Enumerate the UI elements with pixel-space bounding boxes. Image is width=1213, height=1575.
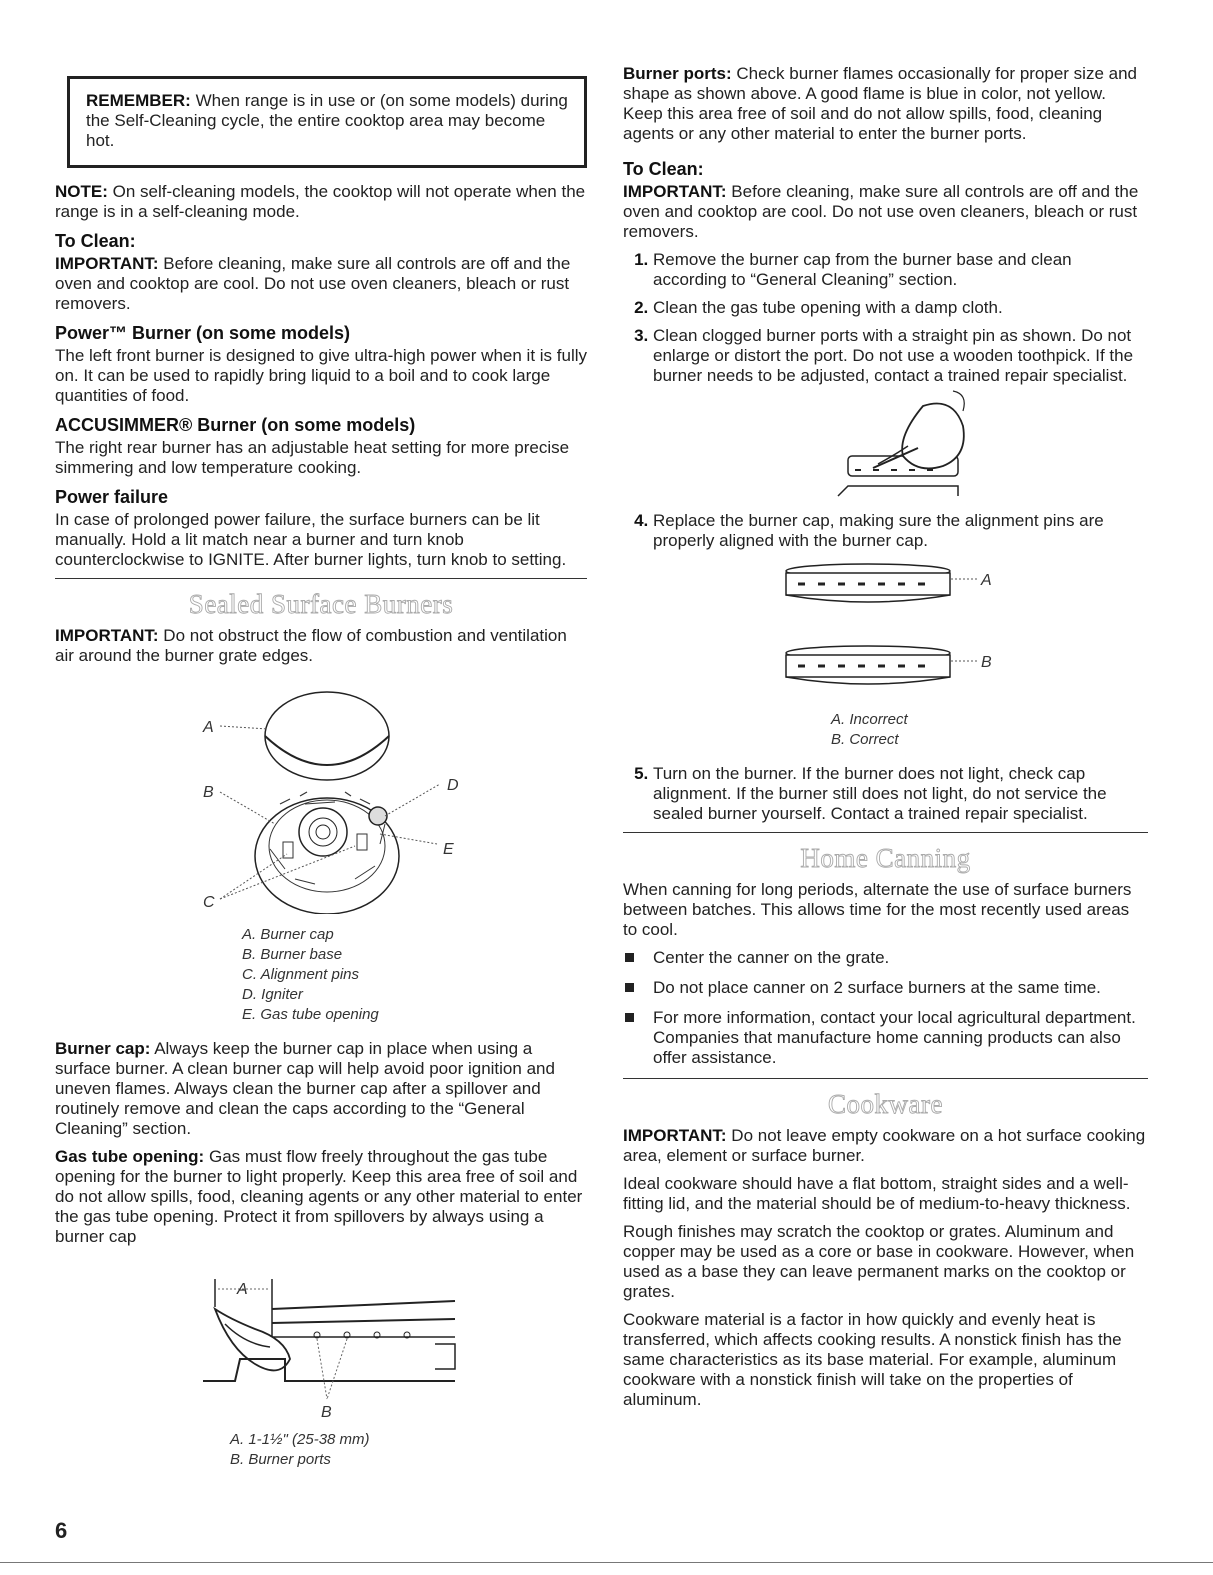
caption-incorrect: A. Incorrect [831, 711, 908, 728]
power-burner-text: The left front burner is designed to give ultra-high power when it is fully on. It can be used to rapidly bring liquid to a boil and to cook large quantities of food. [55, 346, 587, 405]
cookware-title: Cookware [828, 1089, 943, 1119]
caption-burner-base: B. Burner base [242, 946, 343, 963]
cookware-important-text: Do not leave empty cookware on a hot surface cooking area, element or surface burner. [623, 1126, 1146, 1165]
cap-correct-illustration [786, 646, 950, 684]
sealed-important-text: Do not obstruct the flow of combustion and ventilation air around the burner grate edges. [55, 626, 567, 665]
important-text-2: Before cleaning, make sure all controls are off and the oven and cooktop are cool. Do not use oven cleaners, bleach or rust removers. [623, 182, 1139, 241]
section-divider [55, 578, 587, 579]
important-label-2: IMPORTANT: [623, 182, 727, 201]
ports-label-a: A [237, 1281, 248, 1298]
burner-ports-label: Burner ports: [623, 64, 732, 83]
important-label: IMPORTANT: [55, 254, 159, 273]
cookware-important-label: IMPORTANT: [623, 1126, 727, 1145]
cookware-paragraph-3: Cookware material is a factor in how quickly and evenly heat is transferred, which affects cooking results. A nonstick finish has the same characteristics as its base material. For example, aluminum cookware with a nonstick finish will take on the properties of aluminum. [623, 1310, 1122, 1409]
burner-cap-text: Always keep the burner cap in place when using a surface burner. A clean burner cap will help avoid poor ignition and uneven flames. Always clean the burner cap after a spillover and routinely remove and clean the caps according to the “General Cleaning” section. [55, 1039, 555, 1138]
canning-bullets [623, 948, 1148, 1068]
home-canning-title: Home Canning [800, 843, 971, 873]
label-a: A [203, 719, 214, 736]
section-divider-3 [623, 1078, 1148, 1079]
note-text: On self-cleaning models, the cooktop will not operate when the range is in a self-cleaning mode. [55, 182, 586, 221]
remember-label: REMEMBER: [86, 91, 191, 110]
note-paragraph [55, 182, 587, 222]
left-column [55, 60, 587, 1470]
cleaning-steps-continued [623, 511, 1148, 551]
note-label: NOTE: [55, 182, 108, 201]
burner-ports-captions [230, 1430, 587, 1470]
caption-igniter: D. Igniter [242, 986, 303, 1003]
step-2: 2. Clean the gas tube opening with a damp cloth. [653, 298, 1148, 318]
burner-cap-label: Burner cap: [55, 1039, 151, 1058]
gas-tube-text: Gas must flow freely throughout the gas tube opening for the burner to light properly. Keep this area free of soil and do not allow spills, food, cleaning agents or any other material to enter the gas tube opening. Protect it from spillovers by always using a burner cap [55, 1147, 583, 1246]
label-c: C [203, 894, 215, 911]
canning-bullet-2: Do not place canner on 2 surface burners at the same time. [653, 978, 1148, 998]
burner-ports-paragraph [623, 64, 1148, 144]
pin-cleaning-illustration [623, 386, 1148, 506]
remember-box [67, 76, 587, 168]
caption-correct: B. Correct [831, 731, 899, 748]
burner-diagram [55, 674, 587, 914]
cookware-paragraph-1: Ideal cookware should have a flat bottom, straight sides and a well-fitting lid, and the material should be of medium-to-heavy thickness. [623, 1174, 1131, 1213]
burner-diagram-captions [242, 925, 587, 1025]
step-1: 1. Remove the burner cap from the burner base and clean according to “General Cleaning” section. [653, 250, 1148, 290]
bottom-rule [0, 1562, 1213, 1563]
sealed-burners-title: Sealed Surface Burners [188, 589, 454, 619]
ports-label-b: B [321, 1404, 332, 1419]
canning-bullet-1: Center the canner on the grate. [653, 948, 1148, 968]
power-burner-heading: Power™ Burner (on some models) [55, 323, 351, 343]
important-paragraph-2 [623, 182, 1148, 242]
to-clean-heading-2: To Clean: [623, 159, 704, 179]
sealed-important-paragraph [55, 626, 587, 666]
important-paragraph [55, 254, 587, 314]
label-d: D [447, 777, 459, 794]
sealed-important-label: IMPORTANT: [55, 626, 159, 645]
remember-text: When range is in use or (on some models) during the Self-Cleaning cycle, the entire cooktop area may become hot. [86, 91, 568, 150]
cap-label-b: B [981, 654, 992, 671]
right-column [623, 64, 1148, 1418]
caption-alignment-pins: C. Alignment pins [242, 966, 359, 983]
power-failure-heading: Power failure [55, 487, 169, 507]
gas-tube-paragraph [55, 1147, 587, 1247]
accusimmer-text: The right rear burner has an adjustable heat setting for more precise simmering and low temperature cooking. [55, 438, 570, 477]
canning-bullet-3: For more information, contact your local agricultural department. Companies that manufacture home canning products can also offer assistance. [653, 1008, 1148, 1068]
cookware-important-paragraph [623, 1126, 1148, 1166]
important-text: Before cleaning, make sure all controls are off and the oven and cooktop are cool. Do not use oven cleaners, bleach or rust removers. [55, 254, 571, 313]
cookware-paragraph-2: Rough finishes may scratch the cooktop or grates. Aluminum and copper may be used as a core or base in cookware. However, when used as a base they can leave permanent marks on the cooktop or grates. [623, 1222, 1135, 1301]
accusimmer-heading: ACCUSIMMER® Burner (on some models) [55, 415, 416, 435]
cap-incorrect-illustration [786, 564, 950, 602]
cleaning-steps [623, 250, 1148, 386]
caption-burner-cap: A. Burner cap [242, 926, 334, 943]
gas-tube-label: Gas tube opening: [55, 1147, 205, 1166]
label-b: B [203, 784, 214, 801]
section-divider-2 [623, 832, 1148, 833]
caption-distance: A. 1-1½" (25-38 mm) [230, 1431, 370, 1448]
caption-burner-ports: B. Burner ports [230, 1451, 331, 1468]
step-4: 4. Replace the burner cap, making sure the alignment pins are properly aligned with the burner cap. [653, 511, 1148, 551]
to-clean-heading: To Clean: [55, 231, 136, 251]
canning-paragraph: When canning for long periods, alternate the use of surface burners between batches. This allows time for the most recently used areas to cool. [623, 880, 1132, 939]
cap-alignment-diagram [623, 559, 1148, 719]
burner-cap-illustration [265, 692, 389, 780]
cleaning-steps-final [623, 764, 1148, 824]
burner-ports-text: Check burner flames occasionally for proper size and shape as shown above. A good flame is blue in color, not yellow. Keep this area free of soil and do not allow spills, food, cleaning agents or any other material to enter the burner ports. [623, 64, 1137, 143]
burner-ports-diagram [55, 1269, 587, 1419]
power-failure-text: In case of prolonged power failure, the surface burners can be lit manually. Hold a lit match near a burner and turn knob counterclockwise to IGNITE. After burner lights, turn knob to setting. [55, 510, 567, 569]
burner-cap-paragraph [55, 1039, 587, 1139]
page-number: 6 [55, 1518, 68, 1543]
burner-base-illustration [255, 792, 399, 914]
label-e: E [443, 841, 454, 858]
caption-gas-tube-opening: E. Gas tube opening [242, 1006, 379, 1023]
cap-label-a: A [981, 572, 992, 589]
step-3: 3. Clean clogged burner ports with a straight pin as shown. Do not enlarge or distort the port. Do not use a wooden toothpick. If the burner needs to be adjusted, contact a trained repair specialist. [653, 326, 1148, 386]
step-5: 5. Turn on the burner. If the burner does not light, check cap alignment. If the burner still does not light, do not service the sealed burner yourself. Contact a trained repair specialist. [653, 764, 1148, 824]
